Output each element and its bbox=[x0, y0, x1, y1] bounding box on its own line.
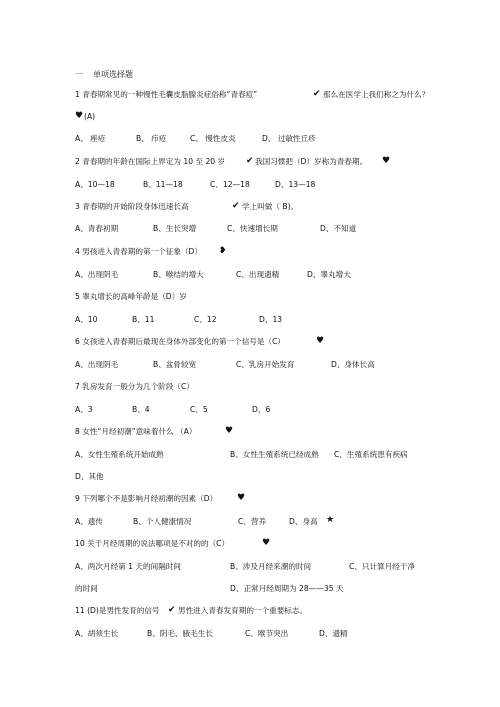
q5-option-b: B、11 bbox=[132, 315, 155, 324]
q3-stem: 3 青春期的开始阶段身体迅速长高 bbox=[75, 202, 189, 211]
section-title: 单项选择题 bbox=[93, 70, 133, 79]
q1-answer: (A) bbox=[84, 112, 96, 121]
q7-option-a: A、3 bbox=[75, 405, 93, 414]
q6-option-b: B、盆骨较宽 bbox=[153, 360, 197, 369]
heart-icon: ♥ bbox=[75, 111, 84, 121]
star-icon: ★ bbox=[326, 515, 335, 525]
q10-option-a: A、两次月经第 1 天的间隔时间 bbox=[75, 562, 181, 571]
q4-option-d: D、睾丸增大 bbox=[307, 270, 351, 279]
q10-stem: 10 关于月经周期的说法哪项是不对的的（C） bbox=[75, 539, 230, 548]
heart-icon: ♥ bbox=[316, 336, 325, 346]
heart-icon: ♥ bbox=[237, 493, 246, 503]
q5-option-d: D、13 bbox=[259, 315, 283, 324]
q11-option-b: B、阴毛、腋毛生长 bbox=[147, 629, 213, 638]
q2-option-a: A、10—18 bbox=[75, 180, 115, 189]
q4-option-b: B、喉结的增大 bbox=[153, 270, 204, 279]
q9-option-b: B、个人健康情况 bbox=[133, 517, 192, 526]
q2-stem: 2 青春期的年龄在国际上界定为 10 至 20 岁 bbox=[75, 157, 226, 166]
q11-stem-tail: 男性进入青春发育期的一个重要标志。 bbox=[178, 606, 308, 615]
heart-icon: ♥ bbox=[262, 538, 271, 548]
q2-stem-tail: 我国习惯把（D）岁称为青春期。 bbox=[255, 157, 368, 166]
heart-outline-icon: ❥ bbox=[219, 246, 227, 256]
q9-option-a: A、遗传 bbox=[75, 517, 103, 526]
q8-option-a: A、女性生殖系统开始成熟 bbox=[75, 450, 164, 459]
q3-option-d: D、不知道 bbox=[320, 224, 357, 233]
q11-option-c: C、喉节突出 bbox=[245, 629, 289, 638]
q11-stem: 11 (D)是男性发育的信号 bbox=[75, 606, 160, 615]
q8-option-b: B、女性生殖系统已经成熟 bbox=[230, 450, 319, 459]
q3-stem-tail: 学上叫做（ B)。 bbox=[242, 202, 299, 211]
q7-stem: 7 乳房发育一般分为几个阶段（C） bbox=[75, 382, 194, 391]
q9-stem: 9 下列哪个不是影响月经初潮的因素（D） bbox=[75, 494, 218, 503]
q10-option-d: D、正常月经周期为 28——35 天 bbox=[230, 584, 344, 593]
q1-option-a: A、 痤疮 bbox=[75, 134, 106, 143]
q11-option-a: A、胡须生长 bbox=[75, 629, 119, 638]
q2-option-b: B、11—18 bbox=[143, 180, 183, 189]
q3-option-a: A、青春初期 bbox=[75, 224, 119, 233]
q7-option-c: C、5 bbox=[190, 405, 208, 414]
q6-stem: 6 女孩进入青春期后最现在身体外部变化的第一个信号是（C） bbox=[75, 337, 285, 346]
q2-option-d: D、13—18 bbox=[275, 180, 316, 189]
q3-option-c: C、快速增长期 bbox=[227, 224, 278, 233]
q5-option-c: C、12 bbox=[194, 315, 217, 324]
q7-option-b: B、4 bbox=[132, 405, 150, 414]
section-number: 一 bbox=[75, 70, 83, 79]
q11-option-d: D、遗精 bbox=[319, 629, 348, 638]
q8-option-c: C、生殖系统患有疾病 bbox=[334, 450, 408, 459]
q1-option-c: C、 慢性皮炎 bbox=[190, 134, 236, 143]
q1-option-d: D、 过敏性丘疹 bbox=[262, 134, 316, 143]
q10-option-c-continued: 的时间 bbox=[75, 584, 98, 593]
q3-option-b: B、生长突增 bbox=[153, 224, 197, 233]
q4-option-a: A、出现阴毛 bbox=[75, 270, 119, 279]
check-icon: ✔ bbox=[313, 89, 321, 99]
q4-stem: 4 男孩进入青春期的第一个征象（D） bbox=[75, 247, 202, 256]
q2-option-c: C、12—18 bbox=[210, 180, 250, 189]
heart-icon: ♥ bbox=[382, 156, 391, 166]
q9-option-c: C、营养 bbox=[238, 517, 267, 526]
q5-option-a: A、10 bbox=[75, 315, 98, 324]
q5-stem: 5 睾丸增长的高峰年龄是（D）岁 bbox=[75, 292, 187, 301]
q8-stem: 8 女性“月经初潮”意味着什么 （A） bbox=[75, 427, 197, 436]
check-icon: ✔ bbox=[246, 156, 254, 166]
q6-option-a: A、出现阴毛 bbox=[75, 360, 119, 369]
q7-option-d: D、6 bbox=[252, 405, 271, 414]
q1-option-b: B、 疖疮 bbox=[136, 134, 167, 143]
q8-option-d: D、其他 bbox=[75, 472, 104, 481]
check-icon: ✔ bbox=[168, 605, 176, 615]
q10-option-b: B、涉及月经来潮的时间 bbox=[230, 562, 312, 571]
q4-option-c: C、出现遗精 bbox=[236, 270, 280, 279]
q1-stem-tail: 那么在医学上我们称之为什么？ bbox=[323, 90, 430, 99]
q10-option-c: C、只计算月经干净 bbox=[349, 562, 416, 571]
q1-stem: 1 青春期常见的一种慢性毛囊皮脂腺炎症俗称“青春痘” bbox=[75, 90, 258, 99]
q6-option-d: D、身体长高 bbox=[331, 360, 375, 369]
check-icon: ✔ bbox=[232, 201, 240, 211]
q9-option-d: D、身高 bbox=[289, 517, 318, 526]
heart-icon: ♥ bbox=[225, 426, 234, 436]
q6-option-c: C、乳房开始发育 bbox=[236, 360, 295, 369]
